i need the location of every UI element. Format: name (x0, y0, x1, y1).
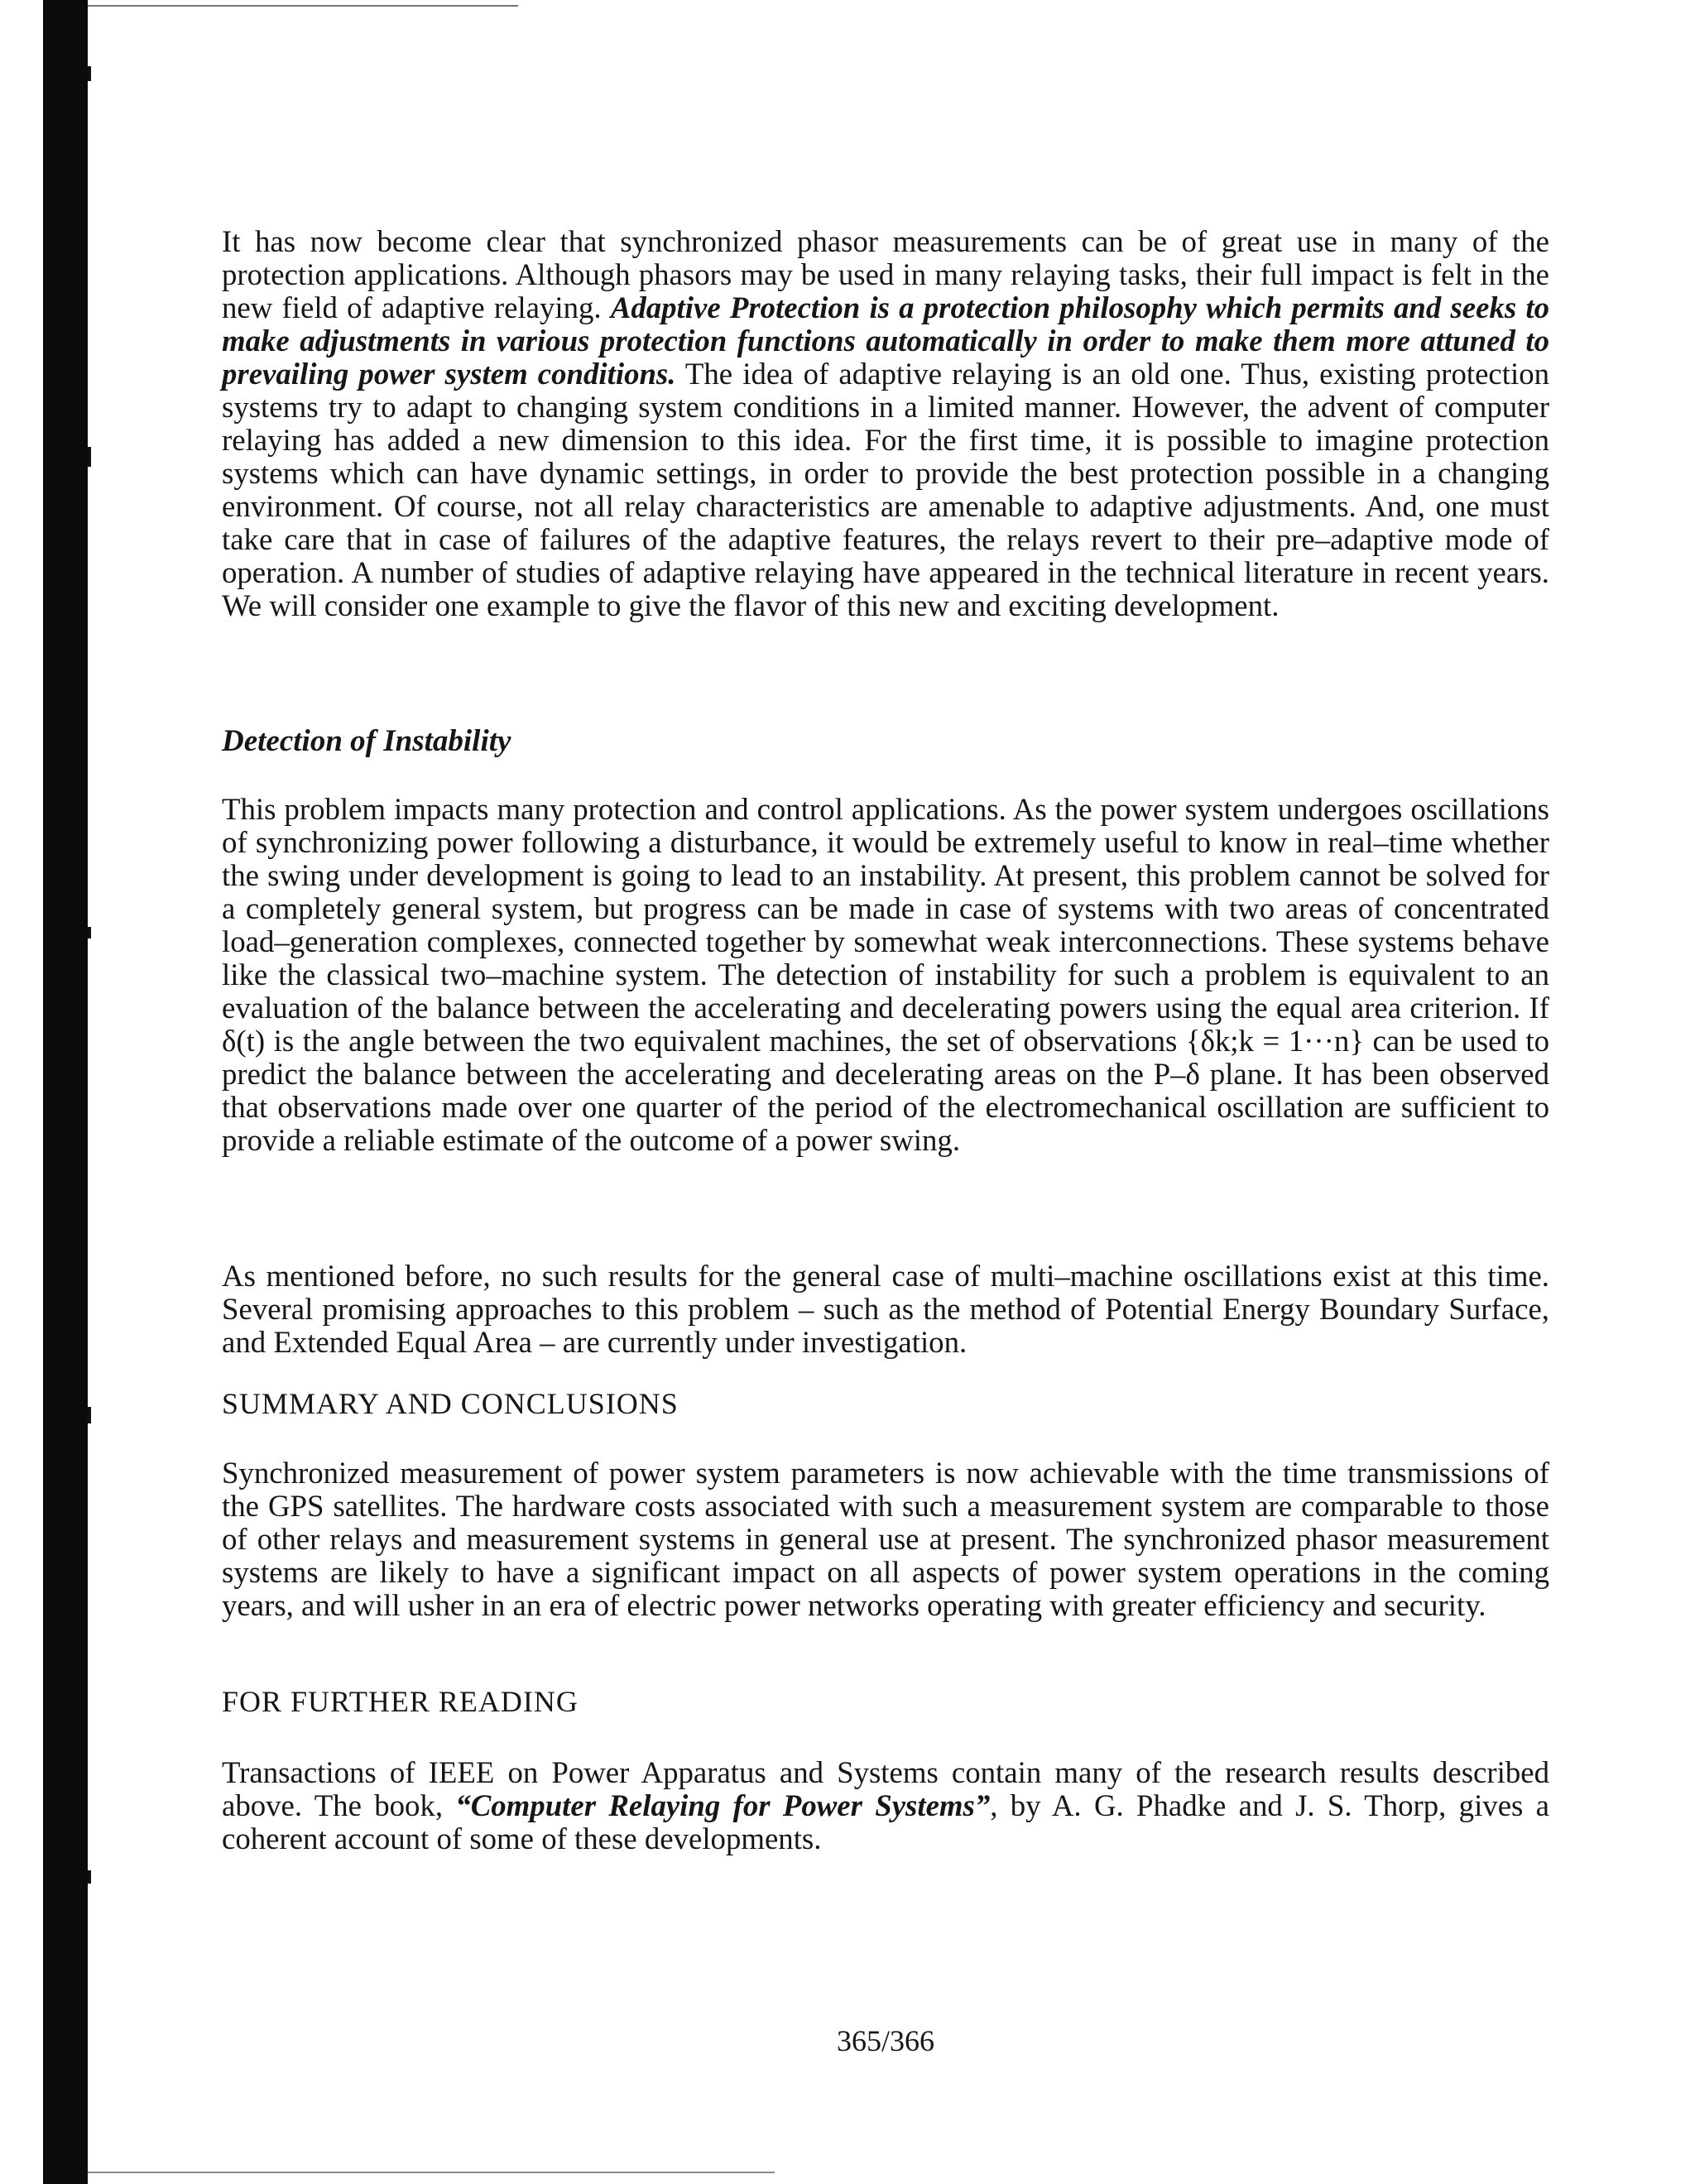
page-number: 365/366 (836, 2024, 934, 2057)
further-reading-text-start: Transactions of IEEE on Power Apparatus and Systems contain many of the research results described above. The book, (222, 1755, 1549, 1822)
instability-paragraph: This problem impacts many protection and control applications. As the power system undergoes oscillations of synchronizing power following a disturbance, it would be extremely useful to know in real–time whether the swing under development is going to lead to an instability. At present, this problem cannot be solved for a completely general system, but progress can be made in case of systems with two areas of concentrated load–generation complexes, connected together by somewhat weak interconnections. These systems behave like the classical two–machine system. The detection of instability for such a problem is equivalent to an evaluation of the balance between the accelerating and decelerating powers using the equal area criterion. If δ(t) is the angle between the two equivalent machines, the set of observations {δk;k = 1···n} can be used to predict the balance between the accelerating and decelerating areas on the P–δ plane. It has been observed that observations made over one quarter of the period of the electromechanical oscillation are sufficient to provide a reliable estimate of the outcome of a power swing. (222, 792, 1549, 1157)
adaptive-protection-definition: Adaptive Protection is a protection philosophy which permits and seeks to make adjustments in various protection functions automatically in order to make them more attuned to prevailing power system conditions. (222, 290, 1549, 391)
scan-edge-notch (88, 66, 91, 81)
intro-paragraph (222, 225, 1549, 622)
further-reading-paragraph (222, 1756, 1549, 1855)
instability-heading: Detection of Instability (222, 724, 511, 758)
top-scan-line (88, 5, 518, 7)
summary-paragraph: Synchronized measurement of power system parameters is now achievable with the time transmissions of the GPS satellites. The hardware costs associated with such a measurement system are comparable to those of other relays and measurement systems in general use at present. The synchronized phasor measurement systems are likely to have a significant impact on all aspects of power system operations in the coming years, and will usher in an era of electric power networks operating with greater efficiency and security. (222, 1456, 1549, 1622)
scan-edge-notch (88, 927, 91, 938)
further-reading-text-end: , by A. G. Phadke and J. S. Thorp, gives a coherent account of some of these developments. (222, 1788, 1550, 1855)
scan-edge-notch (88, 1870, 91, 1884)
book-title: “Computer Relaying for Power Systems” (455, 1788, 991, 1822)
scan-binding-edge (43, 0, 88, 2184)
further-reading-heading: FOR FURTHER READING (222, 1685, 579, 1718)
summary-heading: SUMMARY AND CONCLUSIONS (222, 1387, 679, 1420)
multi-machine-paragraph: As mentioned before, no such results for the general case of multi–machine oscillations exist at this time. Several promising approaches to this problem – such as the method of Potential Energy Boundary Surface, and Extended Equal Area – are currently under investigation. (222, 1259, 1549, 1359)
intro-text-end: The idea of adaptive relaying is an old one. Thus, existing protection systems try to adapt to changing system conditions in a limited manner. However, the advent of computer relaying has added a new dimension to this idea. For the first time, it is possible to imagine protection systems which can have dynamic settings, in order to provide the best protection possible in a changing environment. Of course, not all relay characteristics are amenable to adaptive adjustments. And, one must take care that in case of failures of the adaptive features, the relays revert to their pre–adaptive mode of operation. A number of studies of adaptive relaying have appeared in the technical literature in recent years. We will consider one example to give the flavor of this new and exciting development. (222, 357, 1549, 622)
scan-edge-notch (88, 447, 91, 467)
scan-edge-notch (88, 1407, 91, 1423)
bottom-scan-line (88, 2172, 775, 2173)
intro-text-start: It has now become clear that synchronized phasor measurements can be of great use in many of the protection applications. Although phasors may be used in many relaying tasks, their full impact is felt in the new field of adaptive relaying. (222, 224, 1549, 324)
